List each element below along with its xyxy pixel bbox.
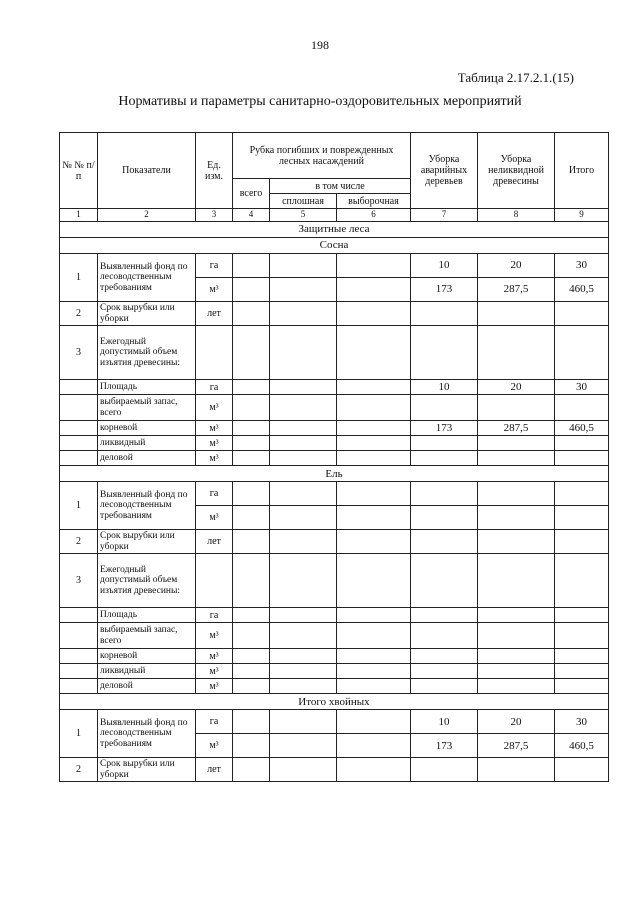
category-title: Защитные леса [60, 222, 609, 238]
header-clear: сплошная [270, 194, 337, 209]
value-cell [478, 649, 555, 664]
indicator-label: деловой [98, 679, 196, 694]
indicator-label: выбираемый запас, всего [98, 395, 196, 421]
page-number: 198 [311, 38, 329, 52]
unit-cell: лет [196, 758, 233, 782]
indicator-label: корневой [98, 649, 196, 664]
row-number: 1 [60, 254, 98, 302]
header-unit: Ед. изм. [196, 133, 233, 209]
value-cell: 20 [478, 710, 555, 734]
header-total: всего [233, 179, 270, 209]
indicator-label: Ежегодный допустимый объем изъятия древесины: [98, 326, 196, 380]
row-number: 2 [60, 530, 98, 554]
col-number: 2 [98, 209, 196, 222]
value-cell: 287,5 [478, 734, 555, 758]
col-number: 4 [233, 209, 270, 222]
unit-cell: м³ [196, 421, 233, 436]
unit-cell: га [196, 482, 233, 506]
value-cell [478, 506, 555, 530]
value-cell: 20 [478, 380, 555, 395]
unit-cell: м³ [196, 395, 233, 421]
indicator-label: Срок вырубки или уборки [98, 302, 196, 326]
indicator-label: Ежегодный допустимый объем изъятия древесины: [98, 554, 196, 608]
value-cell: 287,5 [478, 421, 555, 436]
col-number: 8 [478, 209, 555, 222]
indicator-label: Площадь [98, 380, 196, 395]
value-cell [411, 608, 478, 623]
unit-cell: м³ [196, 451, 233, 466]
header-num: № № п/п [60, 133, 98, 209]
col-number: 5 [270, 209, 337, 222]
indicator-label: Площадь [98, 608, 196, 623]
header-emergency: Уборка аварийных деревьев [411, 133, 478, 209]
row-number: 1 [60, 710, 98, 758]
unit-cell: м³ [196, 734, 233, 758]
unit-cell: м³ [196, 506, 233, 530]
indicator-label: Срок вырубки или уборки [98, 530, 196, 554]
indicator-label: Выявленный фонд по лесоводственным требованиям [98, 254, 196, 302]
indicator-label: ликвидный [98, 436, 196, 451]
unit-cell: га [196, 254, 233, 278]
indicator-label: выбираемый запас, всего [98, 623, 196, 649]
value-cell [411, 506, 478, 530]
unit-cell: м³ [196, 436, 233, 451]
value-cell [555, 506, 609, 530]
unit-cell: лет [196, 530, 233, 554]
indicator-label: Выявленный фонд по лесоводственным требованиям [98, 710, 196, 758]
value-cell: 460,5 [555, 734, 609, 758]
col-number: 7 [411, 209, 478, 222]
header-selective: выборочная [337, 194, 411, 209]
norms-table [59, 132, 609, 782]
col-number: 6 [337, 209, 411, 222]
value-cell [411, 482, 478, 506]
unit-cell: м³ [196, 623, 233, 649]
header-indicators: Показатели [98, 133, 196, 209]
value-cell: 30 [555, 710, 609, 734]
value-cell [478, 608, 555, 623]
header-including: в том числе [270, 179, 411, 194]
indicator-label: корневой [98, 421, 196, 436]
value-cell: 10 [411, 710, 478, 734]
unit-cell: м³ [196, 278, 233, 302]
value-cell [478, 482, 555, 506]
value-cell: 10 [411, 254, 478, 278]
header-itogo: Итого [555, 133, 609, 209]
row-number: 3 [60, 326, 98, 380]
document-title: Нормативы и параметры санитарно-оздоровительных мероприятий [118, 94, 522, 109]
section-title: Ель [60, 466, 609, 482]
value-cell: 10 [411, 380, 478, 395]
row-number: 1 [60, 482, 98, 530]
unit-cell: га [196, 608, 233, 623]
unit-cell: м³ [196, 649, 233, 664]
row-number: 2 [60, 758, 98, 782]
section-title: Сосна [60, 238, 609, 254]
indicator-label: Срок вырубки или уборки [98, 758, 196, 782]
unit-cell: га [196, 710, 233, 734]
value-cell: 20 [478, 254, 555, 278]
col-number: 9 [555, 209, 609, 222]
row-number: 3 [60, 554, 98, 608]
column-numbers-row [60, 209, 609, 222]
header-felling: Рубка погибших и поврежденных лесных насаждений [233, 133, 411, 179]
col-number: 3 [196, 209, 233, 222]
value-cell: 30 [555, 380, 609, 395]
value-cell: 173 [411, 278, 478, 302]
value-cell [555, 608, 609, 623]
value-cell [411, 649, 478, 664]
value-cell [555, 482, 609, 506]
value-cell: 173 [411, 734, 478, 758]
value-cell: 287,5 [478, 278, 555, 302]
value-cell: 30 [555, 254, 609, 278]
unit-cell: м³ [196, 664, 233, 679]
value-cell: 460,5 [555, 278, 609, 302]
col-number: 1 [60, 209, 98, 222]
value-cell: 173 [411, 421, 478, 436]
header-illiquid: Уборка неликвидной древесины [478, 133, 555, 209]
unit-cell: га [196, 380, 233, 395]
row-number: 2 [60, 302, 98, 326]
indicator-label: ликвидный [98, 664, 196, 679]
unit-cell: м³ [196, 679, 233, 694]
indicator-label: деловой [98, 451, 196, 466]
value-cell [555, 649, 609, 664]
table-id: Таблица 2.17.2.1.(15) [457, 70, 574, 85]
value-cell: 460,5 [555, 421, 609, 436]
section-title: Итого хвойных [60, 694, 609, 710]
unit-cell: лет [196, 302, 233, 326]
indicator-label: Выявленный фонд по лесоводственным требованиям [98, 482, 196, 530]
